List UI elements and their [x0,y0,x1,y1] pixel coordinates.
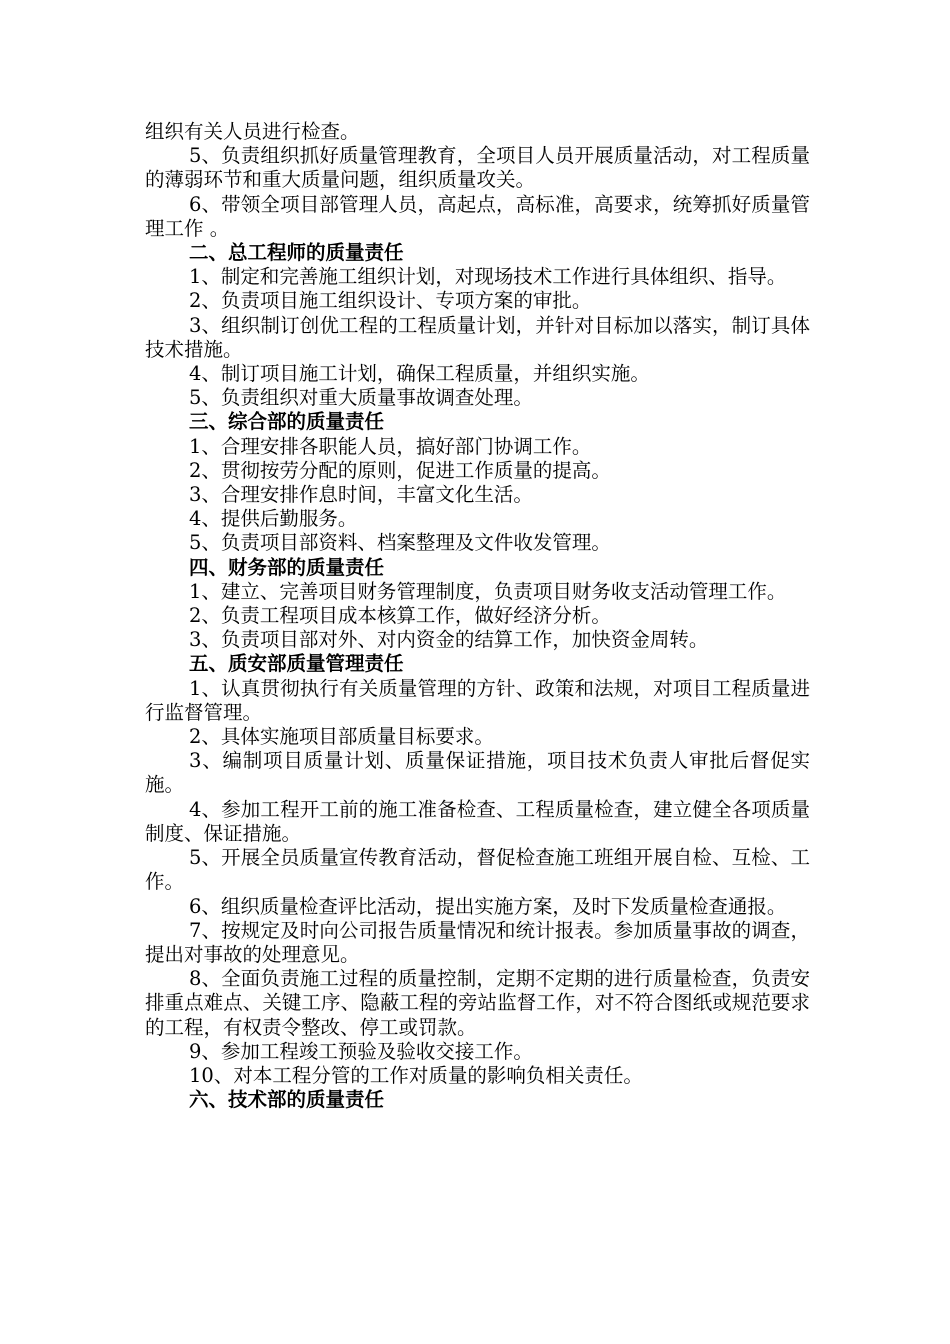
list-item: 6、带领全项目部管理人员，高起点，高标准，高要求，统筹抓好质量管理工作 。 [145,192,810,240]
list-item: 7、按规定及时向公司报告质量情况和统计报表。参加质量事故的调查，提出对事故的处理意见。 [145,918,810,966]
section-heading: 二、总工程师的质量责任 [189,241,404,265]
list-item: 2、贯彻按劳分配的原则，促进工作质量的提高。 [189,458,611,482]
list-item: 2、负责工程项目成本核算工作，做好经济分析。 [189,604,611,628]
list-item: 3、编制项目质量计划、质量保证措施，项目技术负责人审批后督促实施。 [145,749,810,797]
list-item: 2、负责项目施工组织设计、专项方案的审批。 [189,289,592,313]
list-item: 1、制定和完善施工组织计划，对现场技术工作进行具体组织、指导。 [189,265,787,289]
list-item: 5、负责组织抓好质量管理教育，全项目人员开展质量活动，对工程质量的薄弱环节和重大质量问题，组织质量攻关。 [145,144,810,192]
list-item: 3、负责项目部对外、对内资金的结算工作，加快资金周转。 [189,628,709,652]
list-item: 8、全面负责施工过程的质量控制，定期不定期的进行质量检查，负责安排重点难点、关键工序、隐蔽工程的旁站监督工作，对不符合图纸或规范要求的工程，有权责令整改、停工或罚款。 [145,967,810,1039]
list-item: 10、对本工程分管的工作对质量的影响负相关责任。 [189,1063,643,1087]
list-item: 4、参加工程开工前的施工准备检查、工程质量检查，建立健全各项质量制度、保证措施。 [145,797,810,845]
section-heading: 六、技术部的质量责任 [189,1088,385,1112]
list-item: 5、负责项目部资料、档案整理及文件收发管理。 [189,531,611,555]
list-item: 5、负责组织对重大质量事故调查处理。 [189,386,533,410]
list-item: 6、组织质量检查评比活动，提出实施方案，及时下发质量检查通报。 [189,894,787,918]
section-heading: 三、综合部的质量责任 [189,410,385,434]
list-item: 2、具体实施项目部质量目标要求。 [189,725,494,749]
list-item: 3、组织制订创优工程的工程质量计划，并针对目标加以落实，制订具体技术措施。 [145,313,810,361]
list-item: 5、开展全员质量宣传教育活动，督促检查施工班组开展自检、互检、工作。 [145,846,810,894]
section-heading: 四、财务部的质量责任 [189,555,385,579]
list-item: 1、认真贯彻执行有关质量管理的方针、政策和法规，对项目工程质量进行监督管理。 [145,676,810,724]
document-page [145,120,810,1112]
list-item: 9、参加工程竣工预验及验收交接工作。 [189,1039,533,1063]
list-item: 3、合理安排作息时间，丰富文化生活。 [189,483,533,507]
section-heading: 五、质安部质量管理责任 [189,652,404,676]
list-item: 4、制订项目施工计划，确保工程质量，并组织实施。 [189,362,650,386]
list-item: 1、合理安排各职能人员，搞好部门协调工作。 [189,434,592,458]
list-item: 1、建立、完善项目财务管理制度，负责项目财务收支活动管理工作。 [189,579,787,603]
paragraph: 组织有关人员进行检查。 [145,120,360,143]
list-item: 4、提供后勤服务。 [189,507,358,531]
